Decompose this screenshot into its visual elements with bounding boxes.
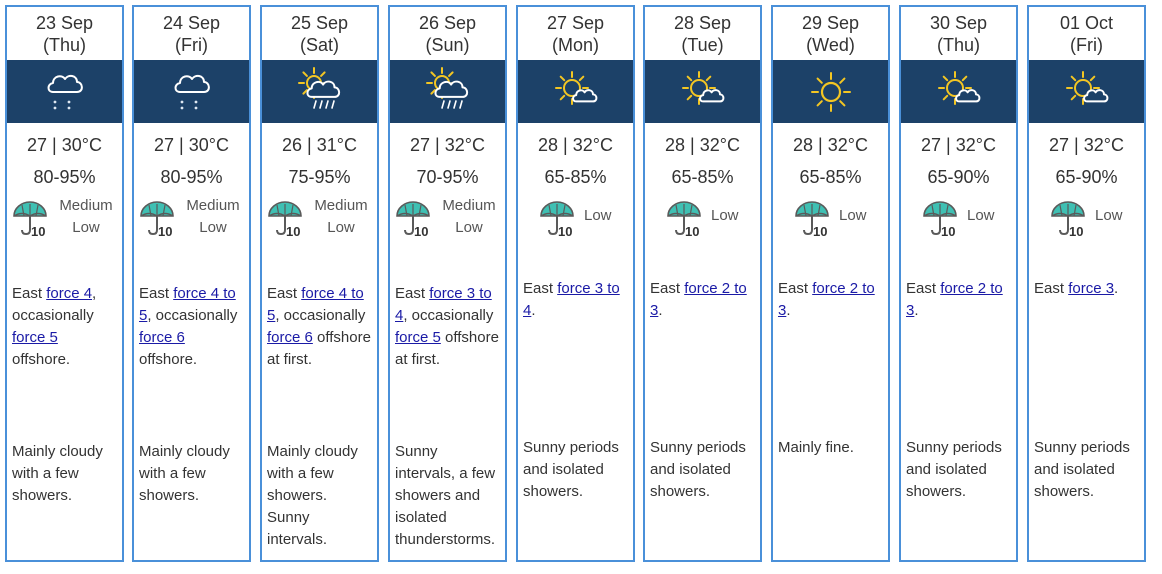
umbrella-psr-icon: [394, 199, 434, 244]
forecast-day-card-2: [132, 5, 251, 562]
relative-humidity: 80-95%: [33, 167, 96, 187]
psr-level-line: Low: [839, 207, 867, 224]
sun-cloud-rain-icon: [420, 66, 476, 118]
probability-significant-rain: [262, 195, 377, 245]
weather-icon-band: [773, 60, 888, 123]
relative-humidity: 65-90%: [927, 167, 990, 187]
weather-icon-band: [134, 60, 249, 123]
day-weekday: (Fri): [175, 35, 208, 55]
wind-text: .: [658, 302, 663, 319]
probability-significant-rain: [901, 195, 1016, 245]
day-date: 26 Sep: [418, 13, 477, 33]
day-header: [901, 7, 1016, 60]
day-date: 01 Oct: [1059, 13, 1114, 33]
svg-text:10: 10: [31, 224, 46, 239]
cloud-rain-icon: [166, 66, 218, 118]
day-header: [262, 7, 377, 60]
wind-force-link[interactable]: force 4: [46, 285, 93, 302]
day-date: 30 Sep: [929, 13, 988, 33]
weather-description: Sunny periods and isolated showers.: [650, 439, 746, 500]
wind-force-link[interactable]: force 3: [1068, 280, 1115, 297]
umbrella-psr-icon: [266, 199, 306, 244]
weather-description: Sunny periods and isolated showers.: [523, 439, 619, 500]
temperature-range: 26 | 31°C: [282, 135, 357, 155]
forecast-day-card-7: [771, 5, 890, 562]
temperature-range: 28 | 32°C: [538, 135, 613, 155]
wind-text: offshore at first.: [395, 329, 499, 368]
weather-icon-band: [645, 60, 760, 123]
wind-text: East: [778, 280, 813, 297]
day-date: 29 Sep: [801, 13, 860, 33]
umbrella-psr-icon: [138, 199, 178, 244]
svg-text:10: 10: [685, 224, 700, 239]
svg-text:10: 10: [286, 224, 301, 239]
probability-significant-rain: [1029, 195, 1144, 245]
wind-forecast: [778, 278, 884, 322]
relative-humidity: 80-95%: [160, 167, 223, 187]
psr-level-line: Medium: [442, 197, 496, 214]
wind-force-link[interactable]: force 5: [395, 329, 441, 346]
psr-level: [839, 205, 867, 227]
day-header: [390, 7, 505, 60]
umbrella-psr-icon: [1049, 199, 1089, 244]
psr-level-line: Low: [711, 207, 739, 224]
wind-forecast: [139, 283, 245, 371]
forecast-day-card-3: [260, 5, 379, 562]
relative-humidity: 65-85%: [671, 167, 734, 187]
wind-forecast: [650, 278, 756, 322]
wind-text: offshore.: [12, 351, 71, 368]
psr-level-line: Medium: [314, 197, 368, 214]
psr-level-line: Low: [72, 219, 100, 236]
forecast-day-card-8: [899, 5, 1018, 562]
day-header: [773, 7, 888, 60]
psr-level-line: Low: [199, 219, 227, 236]
weather-description: Mainly fine.: [778, 439, 854, 456]
psr-level: [310, 195, 372, 239]
day-date: 25 Sep: [290, 13, 349, 33]
weather-description: Sunny periods and isolated showers.: [906, 439, 1002, 500]
wind-text: , occasionally: [403, 307, 494, 324]
day-weekday: (Thu): [936, 35, 980, 55]
day-date: 23 Sep: [35, 13, 94, 33]
day-weekday: (Thu): [42, 35, 86, 55]
wind-force-link[interactable]: force 3 to 4: [523, 280, 620, 319]
day-weekday: (Wed): [806, 35, 855, 55]
psr-level-line: Low: [455, 219, 483, 236]
probability-significant-rain: [134, 195, 249, 245]
day-header: [1029, 7, 1144, 60]
wind-text: East: [267, 285, 302, 302]
day-weekday: (Fri): [1070, 35, 1103, 55]
wind-text: East: [139, 285, 174, 302]
umbrella-psr-icon: [921, 199, 961, 244]
day-weekday: (Sun): [425, 35, 470, 55]
day-weekday: (Mon): [551, 35, 599, 55]
probability-significant-rain: [518, 195, 633, 245]
wind-text: offshore at first.: [267, 329, 371, 368]
wind-text: , occasionally: [12, 285, 97, 324]
temperature-range: 28 | 32°C: [665, 135, 740, 155]
day-date: 28 Sep: [673, 13, 732, 33]
sun-cloud-icon: [548, 66, 604, 118]
weather-description: Sunny periods and isolated showers.: [1034, 439, 1130, 500]
forecast-day-card-5: [516, 5, 635, 562]
probability-significant-rain: [645, 195, 760, 245]
weather-description: Mainly cloudy with a few showers.: [12, 443, 103, 504]
forecast-day-card-1: [5, 5, 124, 562]
psr-level: [1095, 205, 1123, 227]
wind-forecast: [1034, 278, 1140, 300]
psr-level: [584, 205, 612, 227]
svg-text:10: 10: [813, 224, 828, 239]
weather-icon-band: [518, 60, 633, 123]
wind-text: .: [786, 302, 791, 319]
wind-forecast: [906, 278, 1012, 322]
svg-text:10: 10: [1069, 224, 1084, 239]
wind-text: .: [914, 302, 919, 319]
weather-description: Sunny intervals, a few showers and isolated thunderstorms.: [395, 443, 496, 548]
day-header: [645, 7, 760, 60]
weather-icon-band: [390, 60, 505, 123]
psr-level: [711, 205, 739, 227]
umbrella-psr-icon: [793, 199, 833, 244]
day-header: [7, 7, 122, 60]
weather-icon-band: [7, 60, 122, 123]
umbrella-psr-icon: [538, 199, 578, 244]
temperature-range: 27 | 30°C: [27, 135, 102, 155]
day-weekday: (Sat): [299, 35, 339, 55]
wind-text: , occasionally: [275, 307, 366, 324]
probability-significant-rain: [773, 195, 888, 245]
weather-description: Mainly cloudy with a few showers. Sunny intervals.: [267, 443, 358, 548]
wind-text: East: [523, 280, 558, 297]
relative-humidity: 75-95%: [288, 167, 351, 187]
wind-force-link[interactable]: force 2 to 3: [650, 280, 747, 319]
cloud-rain-icon: [39, 66, 91, 118]
psr-level: [967, 205, 995, 227]
wind-force-link[interactable]: force 2 to 3: [778, 280, 875, 319]
relative-humidity: 65-85%: [799, 167, 862, 187]
weather-icon-band: [262, 60, 377, 123]
forecast-day-card-4: [388, 5, 507, 562]
wind-text: East: [1034, 280, 1069, 297]
temperature-range: 27 | 32°C: [410, 135, 485, 155]
wind-forecast: [267, 283, 373, 371]
psr-level-line: Medium: [59, 197, 113, 214]
sun-cloud-icon: [675, 66, 731, 118]
day-header: [134, 7, 249, 60]
sun-cloud-icon: [931, 66, 987, 118]
temperature-range: 27 | 30°C: [154, 135, 229, 155]
wind-force-link[interactable]: force 6: [267, 329, 313, 346]
umbrella-psr-icon: [665, 199, 705, 244]
wind-text: East: [395, 285, 430, 302]
svg-text:10: 10: [558, 224, 573, 239]
wind-force-link[interactable]: force 4 to 5: [139, 285, 236, 324]
day-header: [518, 7, 633, 60]
wind-text: .: [531, 302, 536, 319]
weather-icon-band: [1029, 60, 1144, 123]
wind-text: East: [12, 285, 47, 302]
psr-level-line: Medium: [186, 197, 240, 214]
day-weekday: (Tue): [681, 35, 724, 55]
relative-humidity: 65-90%: [1055, 167, 1118, 187]
weather-icon-band: [901, 60, 1016, 123]
probability-significant-rain: [390, 195, 505, 245]
wind-text: .: [1114, 280, 1119, 297]
wind-force-link[interactable]: force 2 to 3: [906, 280, 1003, 319]
temperature-range: 27 | 32°C: [1049, 135, 1124, 155]
wind-forecast: [395, 283, 501, 371]
wind-text: East: [650, 280, 685, 297]
forecast-day-card-6: [643, 5, 762, 562]
wind-text: , occasionally: [147, 307, 238, 324]
svg-text:10: 10: [941, 224, 956, 239]
psr-level: [55, 195, 117, 239]
wind-text: East: [906, 280, 941, 297]
sun-icon: [805, 66, 857, 118]
forecast-day-card-9: [1027, 5, 1146, 562]
wind-text: offshore.: [139, 351, 198, 368]
psr-level: [438, 195, 500, 239]
wind-force-link[interactable]: force 6: [139, 329, 185, 346]
psr-level-line: Low: [584, 207, 612, 224]
wind-forecast: [12, 283, 118, 371]
day-date: 24 Sep: [162, 13, 221, 33]
sun-cloud-icon: [1059, 66, 1115, 118]
svg-text:10: 10: [414, 224, 429, 239]
relative-humidity: 70-95%: [416, 167, 479, 187]
weather-description: Mainly cloudy with a few showers.: [139, 443, 230, 504]
wind-force-link[interactable]: force 4 to 5: [267, 285, 364, 324]
umbrella-psr-icon: [11, 199, 51, 244]
wind-force-link[interactable]: force 3 to 4: [395, 285, 492, 324]
temperature-range: 28 | 32°C: [793, 135, 868, 155]
psr-level-line: Low: [327, 219, 355, 236]
temperature-range: 27 | 32°C: [921, 135, 996, 155]
probability-significant-rain: [7, 195, 122, 245]
day-date: 27 Sep: [546, 13, 605, 33]
wind-force-link[interactable]: force 5: [12, 329, 58, 346]
wind-forecast: [523, 278, 629, 322]
psr-level-line: Low: [967, 207, 995, 224]
relative-humidity: 65-85%: [544, 167, 607, 187]
psr-level-line: Low: [1095, 207, 1123, 224]
sun-cloud-rain-icon: [292, 66, 348, 118]
psr-level: [182, 195, 244, 239]
svg-text:10: 10: [158, 224, 173, 239]
